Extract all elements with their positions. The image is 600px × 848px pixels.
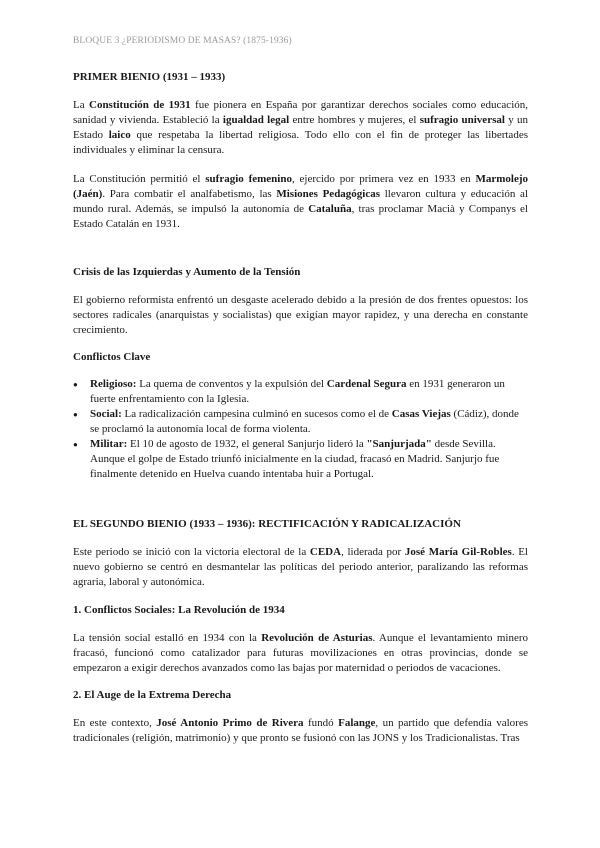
paragraph: La tensión social estalló en 1934 con la Revolución de Asturias. Aunque el levantamiento minero fracasó, funcionó como catalizador para futuras movilizaciones en otras provincias, donde se empezaron a exigir derechos avanzados como las bajas por maternidad o periodos de vacaciones. xyxy=(73,632,528,674)
subheading-extrema-derecha: 2. El Auge de la Extrema Derecha xyxy=(73,689,232,701)
paragraph: La Constitución permitió el sufragio femenino, ejercido por primera vez en 1933 en Marmolejo (Jaén). Para combatir el analfabetismo, las Misiones Pedagógicas llevaron cultura y educación al mundo rural. Además, se impulsó la autonomía de Cataluña, tras proclamar Macià y Companys el Estado Catalán en 1931. xyxy=(73,173,528,230)
bullet-list xyxy=(73,377,528,482)
bold-term: José Antonio Primo de Rivera xyxy=(156,717,304,729)
bold-term: igualdad legal xyxy=(222,114,290,126)
bold-term: laico xyxy=(108,129,131,141)
subheading-conflictos-clave: Conflictos Clave xyxy=(73,351,151,363)
paragraph: En este contexto, José Antonio Primo de Rivera fundó Falange, un partido que defendía valores tradicionales (religión, matrimonio) y que pronto se fusionó con las JONS y los Tradicionalistas. Tras xyxy=(73,717,528,744)
bold-term: Misiones Pedagógicas xyxy=(276,188,381,200)
subheading-conflictos-sociales: 1. Conflictos Sociales: La Revolución de 1934 xyxy=(73,604,285,616)
bold-term: CEDA xyxy=(309,546,342,558)
paragraph: La Constitución de 1931 fue pionera en España por garantizar derechos sociales como educación, sanidad y vivienda. Estableció la igualdad legal entre hombres y mujeres, el sufragio universal y un Estado laico que respetaba la libertad religiosa. Todo ello con el fin de proteger las libertades individuales y eliminar la censura. xyxy=(73,99,528,156)
list-item: ● Religioso: La quema de conventos y la expulsión del Cardenal Segura en 1931 generaron un fuerte enfrentamiento con la Iglesia. xyxy=(73,377,528,407)
section-heading-segundo-bienio: EL SEGUNDO BIENIO (1933 – 1936): RECTIFICACIÓN Y RADICALIZACIÓN xyxy=(73,518,461,530)
bold-term: Revolución de Asturias xyxy=(261,632,373,644)
list-item: ● Social: La radicalización campesina culminó en sucesos como el de Casas Viejas (Cádiz), donde se proclamó la autonomía local de forma violenta. xyxy=(73,407,528,437)
bold-term: José María Gil-Robles xyxy=(404,546,512,558)
bold-term: sufragio universal xyxy=(419,114,505,126)
bold-term: Social: xyxy=(90,408,122,420)
bold-term: Religioso: xyxy=(90,378,137,390)
bold-term: Marmolejo (Jaén) xyxy=(73,173,528,200)
running-header: BLOQUE 3 ¿PERIODISMO DE MASAS? (1875-1936) xyxy=(73,36,292,46)
bold-term: Casas Viejas xyxy=(391,408,451,420)
document-body xyxy=(73,70,528,746)
bold-term: "Sanjurjada" xyxy=(366,438,432,450)
paragraph: Este periodo se inició con la victoria electoral de la CEDA, liderada por José María Gil-Robles. El nuevo gobierno se centró en desmantelar las políticas del periodo anterior, paralizando las reformas agraria, laboral y autonómica. xyxy=(73,546,528,588)
bold-term: Militar: xyxy=(90,438,128,450)
section-heading-primer-bienio: PRIMER BIENIO (1931 – 1933) xyxy=(73,71,226,83)
bold-term: Cardenal Segura xyxy=(326,378,407,390)
list-item: ● Militar: El 10 de agosto de 1932, el general Sanjurjo lideró la "Sanjurjada" desde Sevilla. Aunque el golpe de Estado triunfó inicialmente en la ciudad, fracasó en Madrid. Sanjurjo fue finalmente detenido en Huelva cuando intentaba huir a Portugal. xyxy=(73,437,528,482)
bold-term: sufragio femenino xyxy=(205,173,292,185)
bold-term: Cataluña xyxy=(308,203,352,215)
paragraph: El gobierno reformista enfrentó un desgaste acelerado debido a la presión de dos frentes opuestos: los sectores radicales (anarquistas y socialistas) que exigían mayor rapidez, y una derecha en constante crecimiento. xyxy=(73,294,528,336)
bold-term: Falange xyxy=(338,717,376,729)
bold-term: Constitución de 1931 xyxy=(89,99,191,111)
section-heading-crisis: Crisis de las Izquierdas y Aumento de la Tensión xyxy=(73,266,301,278)
